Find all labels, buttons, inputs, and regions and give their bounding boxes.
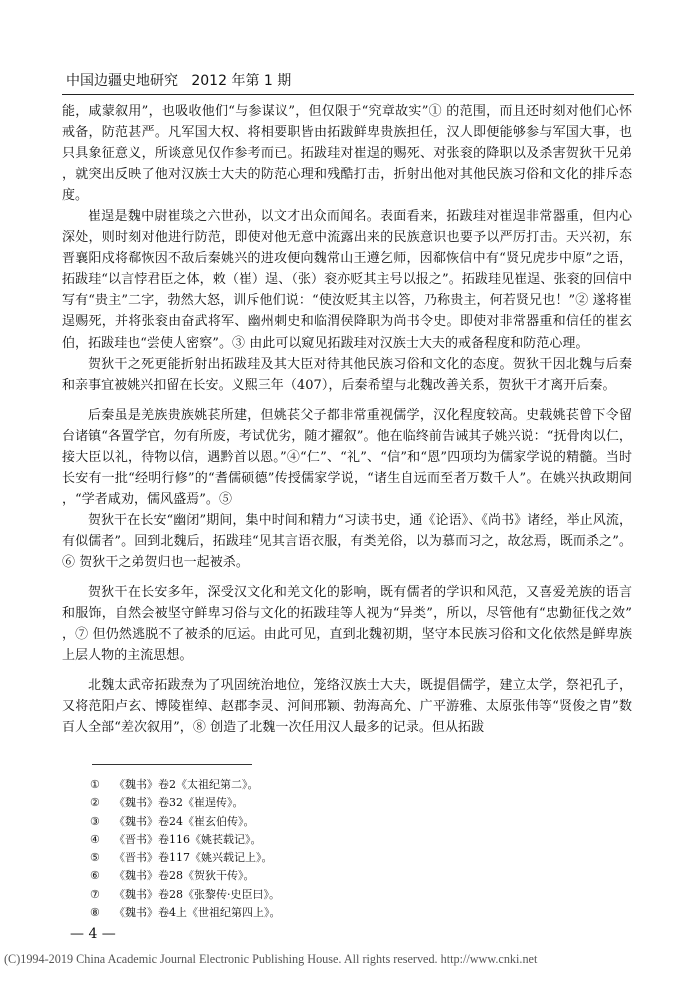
footnote-text: 《魏书》卷28《张黎传·史臣曰》。: [114, 887, 280, 901]
paragraph: 后秦虽是羌族贵族姚苌所建，但姚苌父子都非常重视儒学，汉化程度较高。史载姚苌曾下令留台诸镇“各置学官，勿有所废，考试优劣，随才擢叙”。他在临终前告诫其子姚兴说：“抚骨肉以仁，接大臣以礼，待物以信，遇黔首以恩。”④“仁”、“礼”、“信”和“恩”四项均为儒家学说的精髓。当时长安有一批“经明行修”的“耆儒硕德”传授儒家学说，“诸生自远而至者万数千人”。在姚兴执政期间，“学者咸劝，儒风盛焉”。⑤: [62, 407, 632, 507]
footnote: [90, 831, 510, 849]
footnote-mark: ①: [90, 778, 100, 791]
footnote-text: 《魏书》卷32《崔逞传》。: [114, 796, 244, 810]
footnote-rule: [92, 764, 252, 765]
footnote: [90, 886, 510, 904]
footnote: [90, 776, 510, 794]
footnote-mark: ⑧: [90, 906, 100, 920]
footnote-text: 《晋书》卷116《姚苌载记》。: [114, 832, 262, 846]
paragraph: 北魏太武帝拓跋焘为了巩固统治地位，笼络汉族士大夫，既提倡儒学，建立太学，祭祀孔子，又将范阳卢玄、博陵崔绰、赵郡李灵、河间邢颖、勃海高允、广平游雅、太原张伟等“贤俊之胄”数百人全部“差次叙用”，⑧ 创造了北魏一次任用汉人最多的记录。但从拓跋: [62, 678, 632, 736]
footnote: [90, 813, 510, 831]
footnote: [90, 867, 510, 885]
footnote-text: 《魏书》卷4上《世祖纪第四上》。: [114, 906, 281, 920]
footnote: [90, 904, 510, 922]
article-body: [62, 101, 632, 738]
paragraph: 崔逞是魏中尉崔琰之六世孙，以文才出众而闻名。表面看来，拓跋珪对崔逞非常器重，但内心深处，则时刻对他进行防范，即使对他无意中流露出来的民族意识也要予以严厉打击。天兴初，东晋襄阳戍将郗恢因不敌后秦姚兴的进攻便向魏常山王遵乞师，因郗恢信中有“贤兄虎步中原”之语，拓跋珪“以言悖君臣之体，敕（崔）逞、（张）衮亦贬其主号以报之”。拓跋珪见崔逞、张衮的回信中写有“贵主”二字，勃然大怒，训斥他们说：“使汝贬其主以答，乃称贵主，何若贤兄也！”② 遂将崔逞赐死，并将张衮由奋武将军、幽州刺史和临渭侯降职为尚书令史。即使对非常器重和信任的崔玄伯，拓跋珪也“尝使人密察”。③ 由此可以窥见拓跋珪对汉族士大夫的戒备程度和防范心理。: [62, 209, 632, 351]
paragraph: 贺狄干之死更能折射出拓跋珪及其大臣对待其他民族习俗和文化的态度。贺狄干因北魏与后秦和亲事宜被姚兴扣留在长安。义熙三年（407），后秦希望与北魏改善关系，贺狄干才离开后秦。: [62, 356, 632, 393]
page-number: — 4 —: [70, 926, 116, 942]
issue-label: 2012 年第 1 期: [191, 73, 292, 89]
footnote-mark: ⑥: [90, 869, 100, 883]
paragraph: 贺狄干在长安多年，深受汉文化和羌文化的影响，既有儒者的学识和风范，又喜爱羌族的语言和服饰，自然会被坚守鲜卑习俗与文化的拓跋珪等人视为“异类”，所以，尽管他有“忠勤征伐之效”，⑦ 但仍然逃脱不了被杀的厄运。由此可见，直到北魏初期，坚守本民族习俗和文化依然是鲜卑族上层人物的主流思想。: [62, 585, 632, 664]
footnote-text: 《魏书》卷24《崔玄伯传》。: [114, 814, 255, 828]
running-header: [66, 70, 291, 90]
footnote-mark: ⑤: [90, 851, 100, 865]
paragraph: 贺狄干在长安“幽闭”期间，集中时间和精力“习读书史，通《论语》、《尚书》诸经，举止风流，有似儒者”。回到北魏后，拓跋珪“见其言语衣服，有类羌俗，以为慕而习之，故忿焉，既而杀之”。⑥ 贺狄干之弟贺归也一起被杀。: [62, 512, 632, 570]
footnote-text: 《魏书》卷2《太祖纪第二》。: [114, 778, 259, 791]
footnote-mark: ③: [90, 814, 100, 828]
footnote-mark: ⑦: [90, 887, 100, 901]
paragraph: 能，咸蒙叙用”，也吸收他们“与参谋议”，但仅限于“究章故实”① 的范围，而且还时刻对他们心怀戒备，防范甚严。凡军国大权、将相要职皆由拓跋鲜卑贵族担任，汉人即便能够参与军国大事，也只具象征意义，所谈意见仅作参考而已。拓跋珪对崔逞的赐死、对张衮的降职以及杀害贺狄干兄弟，就突出反映了他对汉族士大夫的防范心理和残酷打击，折射出他对其他民族习俗和文化的排斥态度。: [62, 104, 632, 204]
footnote-mark: ④: [90, 832, 100, 846]
footnote-text: 《晋书》卷117《姚兴载记上》。: [114, 851, 273, 865]
footnote: [90, 794, 510, 812]
footnote-mark: ②: [90, 796, 100, 810]
copyright-line: (C)1994-2019 China Academic Journal Electronic Publishing House. All rights reserved. http://www.cnki.net: [4, 952, 538, 966]
footnote-text: 《魏书》卷28《贺狄干传》。: [114, 869, 255, 883]
header-rule: [62, 94, 634, 95]
footnotes: [90, 776, 510, 922]
journal-title: 中国边疆史地研究: [66, 73, 178, 89]
footnote: [90, 849, 510, 867]
